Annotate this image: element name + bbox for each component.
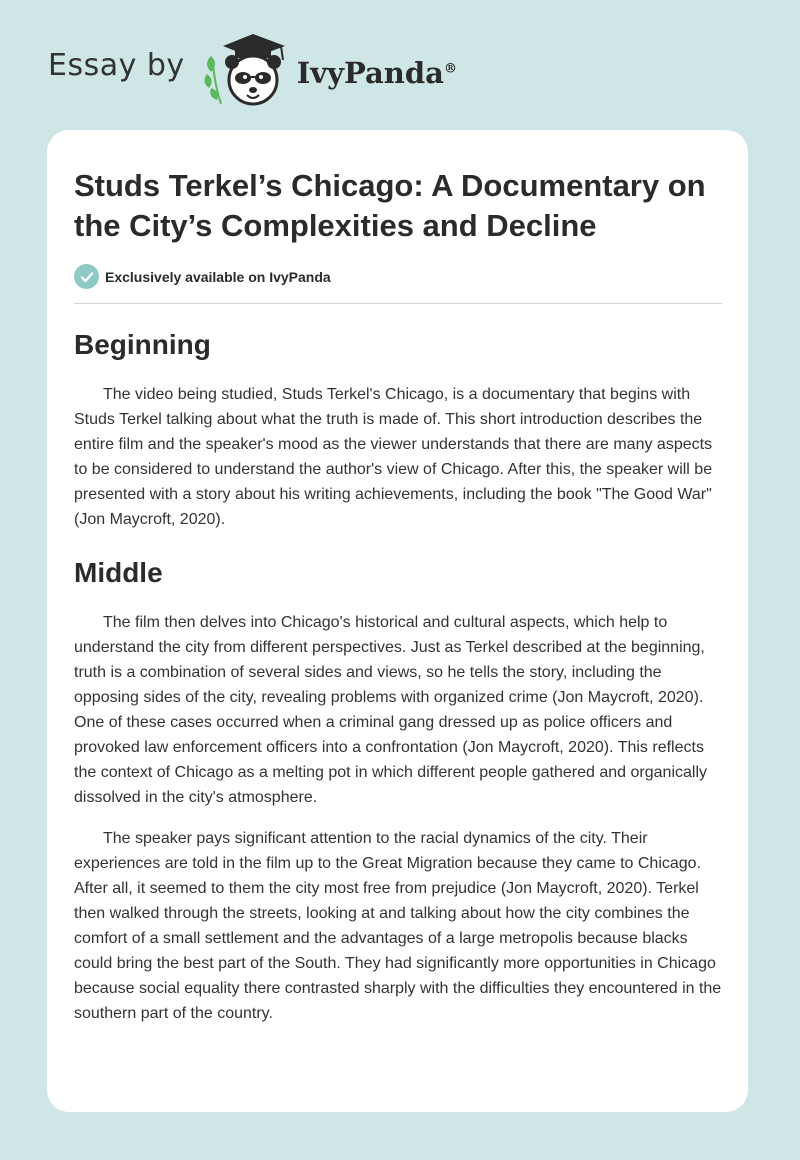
check-circle-icon [74, 264, 99, 289]
brand-prefix: Essay by [48, 47, 185, 83]
exclusive-badge [74, 264, 722, 304]
section-heading-middle: Middle [74, 557, 163, 588]
site-header [48, 30, 748, 110]
paragraph: The film then delves into Chicago's historical and cultural aspects, which help to understand the city from different perspectives. Just as Terkel described at the beginning, truth is a combination of several sides and views, so he tells the story, including the opposing sides of the city, revealing problems with organized crime (Jon Maycroft, 2020). One of these cases occurred when a criminal gang dressed up as police officers and provoked law enforcement officers into a confrontation (Jon Maycroft, 2020). This reflects the context of Chicago as a melting pot in which different people gathered and organically dissolved in the city's atmosphere. [74, 614, 707, 806]
paragraph: The speaker pays significant attention to the racial dynamics of the city. Their experiences are told in the film up to the Great Migration because they came to Chicago. After all, it seemed to them the city most free from prejudice (Jon Maycroft, 2020). Terkel then walked through the streets, looking at and talking about how the city combines the comfort of a small settlement and the advantages of a large metropolis because blacks could bring the best part of the South. They had significantly more opportunities in Chicago because social equality there contrasted sharply with the difficulties they encountered in the southern part of the country. [74, 830, 722, 1022]
panda-logo-icon[interactable] [201, 30, 293, 110]
page-title: Studs Terkel’s Chicago: A Documentary on the City’s Complexities and Decline [74, 168, 706, 243]
essay-card [47, 130, 748, 1112]
badge-text: Exclusively available on IvyPanda [105, 268, 331, 285]
brand-name[interactable]: IvyPanda® [296, 56, 457, 90]
paragraph: The video being studied, Studs Terkel's Chicago, is a documentary that begins with Studs Terkel talking about what the truth is made of. This short introduction describes the entire film and the speaker's mood as the viewer understands that there are many aspects to be considered to understand the author's view of Chicago. After this, the speaker will be presented with a story about his writing achievements, including the book "The Good War" (Jon Maycroft, 2020). [74, 386, 713, 528]
section-heading-beginning: Beginning [74, 329, 211, 360]
registered-mark: ® [443, 61, 457, 77]
